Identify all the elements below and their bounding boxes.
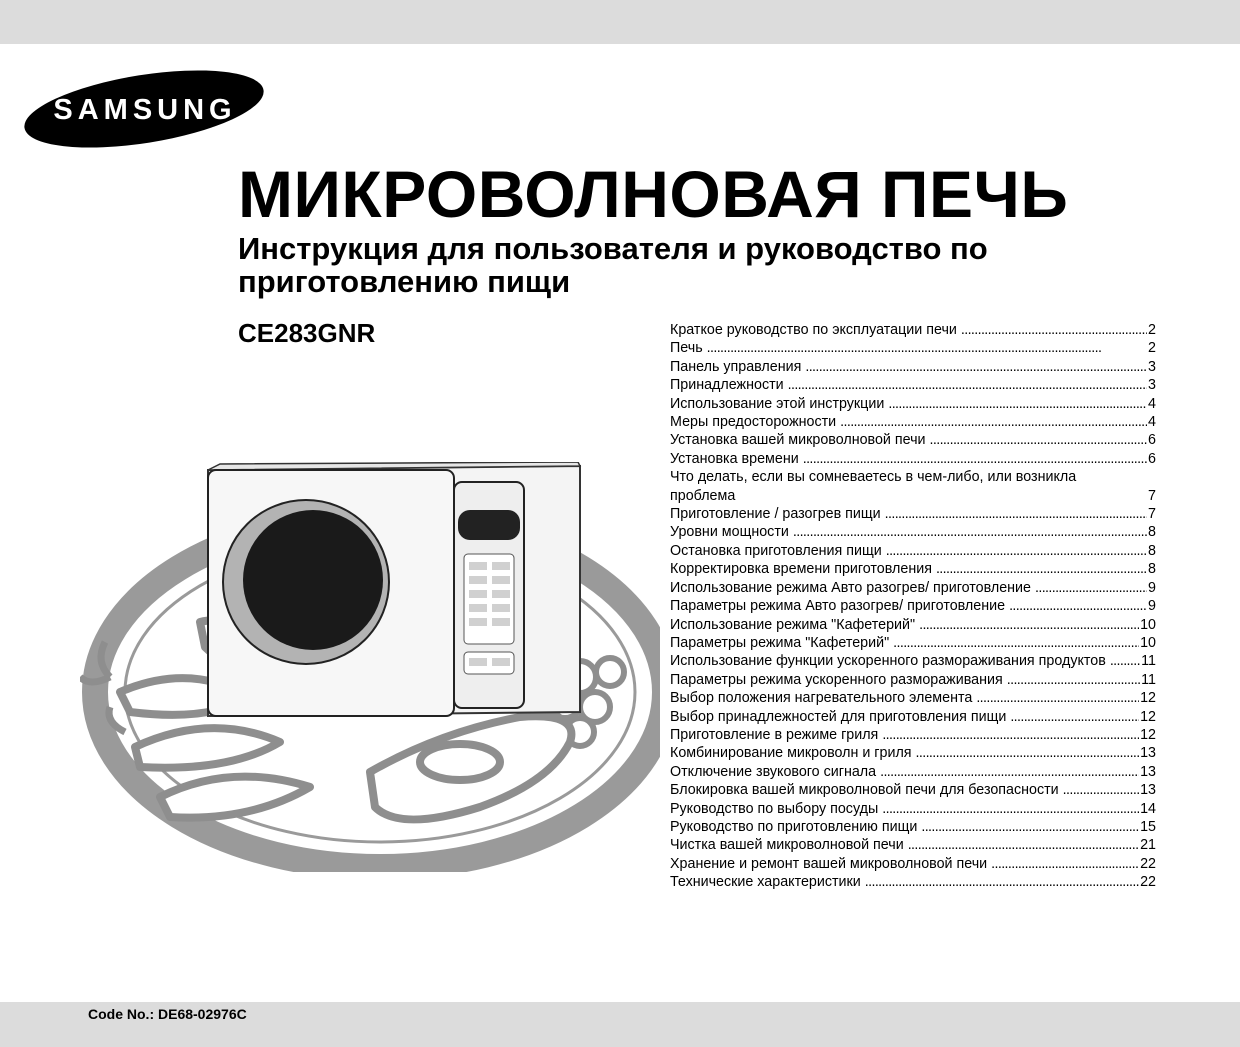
toc-item xyxy=(670,450,1156,468)
toc-item-title: Что делать, если вы сомневаетесь в чем-либо, или возникла проблема xyxy=(670,469,1077,504)
toc-leader-dots xyxy=(936,560,1147,578)
toc-item xyxy=(670,726,1156,744)
toc-item-page: 13 xyxy=(1140,745,1156,762)
toc-item xyxy=(670,339,1156,357)
toc-item-page: 8 xyxy=(1148,542,1156,559)
toc-leader-dots xyxy=(707,339,1147,357)
toc-item xyxy=(670,413,1156,431)
toc-item xyxy=(670,634,1156,652)
toc-item-title: Приготовление в режиме гриля xyxy=(670,726,879,743)
toc-item-title: Печь xyxy=(670,340,703,357)
toc-leader-dots xyxy=(976,689,1139,707)
toc-item-page: 9 xyxy=(1148,598,1156,615)
toc-item xyxy=(670,652,1156,670)
toc-item xyxy=(670,597,1156,615)
toc-item-title: Приготовление / разогрев пищи xyxy=(670,506,881,523)
toc-item-title: Руководство по приготовлению пищи xyxy=(670,818,918,835)
toc-item xyxy=(670,708,1156,726)
toc-item xyxy=(670,560,1156,578)
toc-item-title: Использование функции ускоренного размораживания продуктов xyxy=(670,653,1106,670)
toc-item-title: Параметры режима ускоренного размораживания xyxy=(670,671,1003,688)
toc-item-page: 12 xyxy=(1140,708,1156,725)
toc-item-page: 13 xyxy=(1140,782,1156,799)
toc-item-page: 12 xyxy=(1140,726,1156,743)
samsung-logo xyxy=(22,70,266,148)
toc-item-page: 6 xyxy=(1148,432,1156,449)
toc-leader-dots xyxy=(1009,597,1147,615)
toc-leader-dots xyxy=(991,855,1139,873)
top-band xyxy=(0,0,1240,44)
toc-item xyxy=(670,468,1156,505)
toc-item-page: 22 xyxy=(1140,874,1156,891)
toc-item-page: 10 xyxy=(1140,616,1156,633)
toc-leader-dots xyxy=(1063,781,1139,799)
toc-item-title: Установка вашей микроволновой печи xyxy=(670,432,926,449)
toc-item xyxy=(670,395,1156,413)
toc-leader-dots xyxy=(1010,708,1139,726)
microwave-illustration xyxy=(80,462,660,872)
toc-leader-dots xyxy=(882,800,1139,818)
toc-item-page: 21 xyxy=(1140,837,1156,854)
toc-item xyxy=(670,873,1156,891)
toc-item-title: Параметры режима "Кафетерий" xyxy=(670,634,890,651)
toc-item-title: Параметры режима Авто разогрев/ приготовление xyxy=(670,598,1006,615)
toc-item-page: 13 xyxy=(1140,763,1156,780)
toc-item-title: Чистка вашей микроволновой печи xyxy=(670,837,904,854)
toc-item xyxy=(670,358,1156,376)
toc-item-title: Принадлежности xyxy=(670,377,784,394)
toc-item xyxy=(670,542,1156,560)
toc-item-page: 11 xyxy=(1141,653,1156,670)
toc-item-page: 6 xyxy=(1148,450,1156,467)
toc-item-title: Корректировка времени приготовления xyxy=(670,561,932,578)
toc-item-title: Хранение и ремонт вашей микроволновой печи xyxy=(670,855,988,872)
toc-item xyxy=(670,781,1156,799)
toc-leader-dots xyxy=(930,431,1148,449)
toc-leader-dots xyxy=(803,450,1147,468)
toc-item-title: Уровни мощности xyxy=(670,524,789,541)
toc-item-title: Остановка приготовления пищи xyxy=(670,542,882,559)
toc-item-page: 9 xyxy=(1148,579,1156,596)
toc-item-title: Краткое руководство по эксплуатации печи xyxy=(670,322,957,338)
toc-item-title: Установка времени xyxy=(670,450,799,467)
toc-leader-dots xyxy=(893,634,1139,652)
toc-item-page: 4 xyxy=(1148,395,1156,412)
toc-leader-dots xyxy=(885,505,1147,523)
toc-item xyxy=(670,579,1156,597)
toc-item-title: Блокировка вашей микроволновой печи для безопасности xyxy=(670,782,1059,799)
toc-leader-dots xyxy=(961,321,1147,339)
toc-leader-dots xyxy=(1035,579,1147,597)
page-title: МИКРОВОЛНОВАЯ ПЕЧЬ xyxy=(238,157,1069,231)
toc-item-title: Использование режима "Кафетерий" xyxy=(670,616,916,633)
toc-item-page: 3 xyxy=(1148,358,1156,375)
toc-item xyxy=(670,818,1156,836)
toc-item-page: 8 xyxy=(1148,561,1156,578)
toc-leader-dots xyxy=(880,763,1139,781)
toc-item-page: 15 xyxy=(1140,818,1156,835)
table-of-contents xyxy=(670,321,1156,892)
toc-item-title: Выбор принадлежностей для приготовления пищи xyxy=(670,708,1007,725)
toc-item-page: 2 xyxy=(1148,340,1156,357)
toc-item-title: Комбинирование микроволн и гриля xyxy=(670,745,912,762)
toc-item xyxy=(670,836,1156,854)
subtitle: Инструкция для пользователя и руководство по приготовлению пищи xyxy=(238,231,988,299)
toc-item xyxy=(670,855,1156,873)
toc-leader-dots xyxy=(908,836,1139,854)
toc-item xyxy=(670,689,1156,707)
toc-leader-dots xyxy=(1110,652,1140,670)
toc-leader-dots xyxy=(919,616,1139,634)
toc-item xyxy=(670,800,1156,818)
brand-wordmark: SAMSUNG xyxy=(53,94,237,126)
toc-item-page: 7 xyxy=(1148,487,1156,504)
toc-item-page: 11 xyxy=(1141,671,1156,688)
toc-item-title: Выбор положения нагревательного элемента xyxy=(670,690,973,707)
toc-item-page: 14 xyxy=(1140,800,1156,817)
toc-item-page: 10 xyxy=(1140,634,1156,651)
toc-leader-dots xyxy=(888,395,1147,413)
toc-item-title: Отключение звукового сигнала xyxy=(670,763,877,780)
toc-item-page: 2 xyxy=(1148,322,1156,338)
toc-item-page: 7 xyxy=(1148,506,1156,523)
toc-item xyxy=(670,431,1156,449)
toc-item xyxy=(670,523,1156,541)
toc-leader-dots xyxy=(886,542,1147,560)
toc-item-title: Использование этой инструкции xyxy=(670,395,885,412)
microwave-oven xyxy=(208,462,580,716)
toc-leader-dots xyxy=(916,744,1140,762)
toc-leader-dots xyxy=(921,818,1139,836)
toc-leader-dots xyxy=(882,726,1139,744)
toc-item-title: Использование режима Авто разогрев/ приготовление xyxy=(670,579,1031,596)
toc-item xyxy=(670,616,1156,634)
code-number: Code No.: DE68-02976C xyxy=(88,1006,247,1022)
toc-item xyxy=(670,763,1156,781)
toc-item-title: Руководство по выбору посуды xyxy=(670,800,879,817)
toc-item xyxy=(670,321,1156,339)
toc-item-page: 12 xyxy=(1140,690,1156,707)
toc-item xyxy=(670,671,1156,689)
toc-item xyxy=(670,505,1156,523)
toc-leader-dots xyxy=(805,358,1147,376)
toc-item-title: Меры предосторожности xyxy=(670,414,837,431)
toc-item-title: Панель управления xyxy=(670,358,802,375)
toc-item-page: 8 xyxy=(1148,524,1156,541)
model-number: CE283GNR xyxy=(238,318,376,348)
toc-item-page: 3 xyxy=(1148,377,1156,394)
toc-item-page: 22 xyxy=(1140,855,1156,872)
toc-leader-dots xyxy=(793,523,1147,541)
toc-item-page: 4 xyxy=(1148,414,1156,431)
toc-item xyxy=(670,744,1156,762)
toc-item xyxy=(670,376,1156,394)
toc-leader-dots xyxy=(788,376,1147,394)
toc-leader-dots xyxy=(840,413,1147,431)
toc-leader-dots xyxy=(1007,671,1140,689)
toc-leader-dots xyxy=(865,873,1139,891)
toc-item-title: Технические характеристики xyxy=(670,874,861,891)
